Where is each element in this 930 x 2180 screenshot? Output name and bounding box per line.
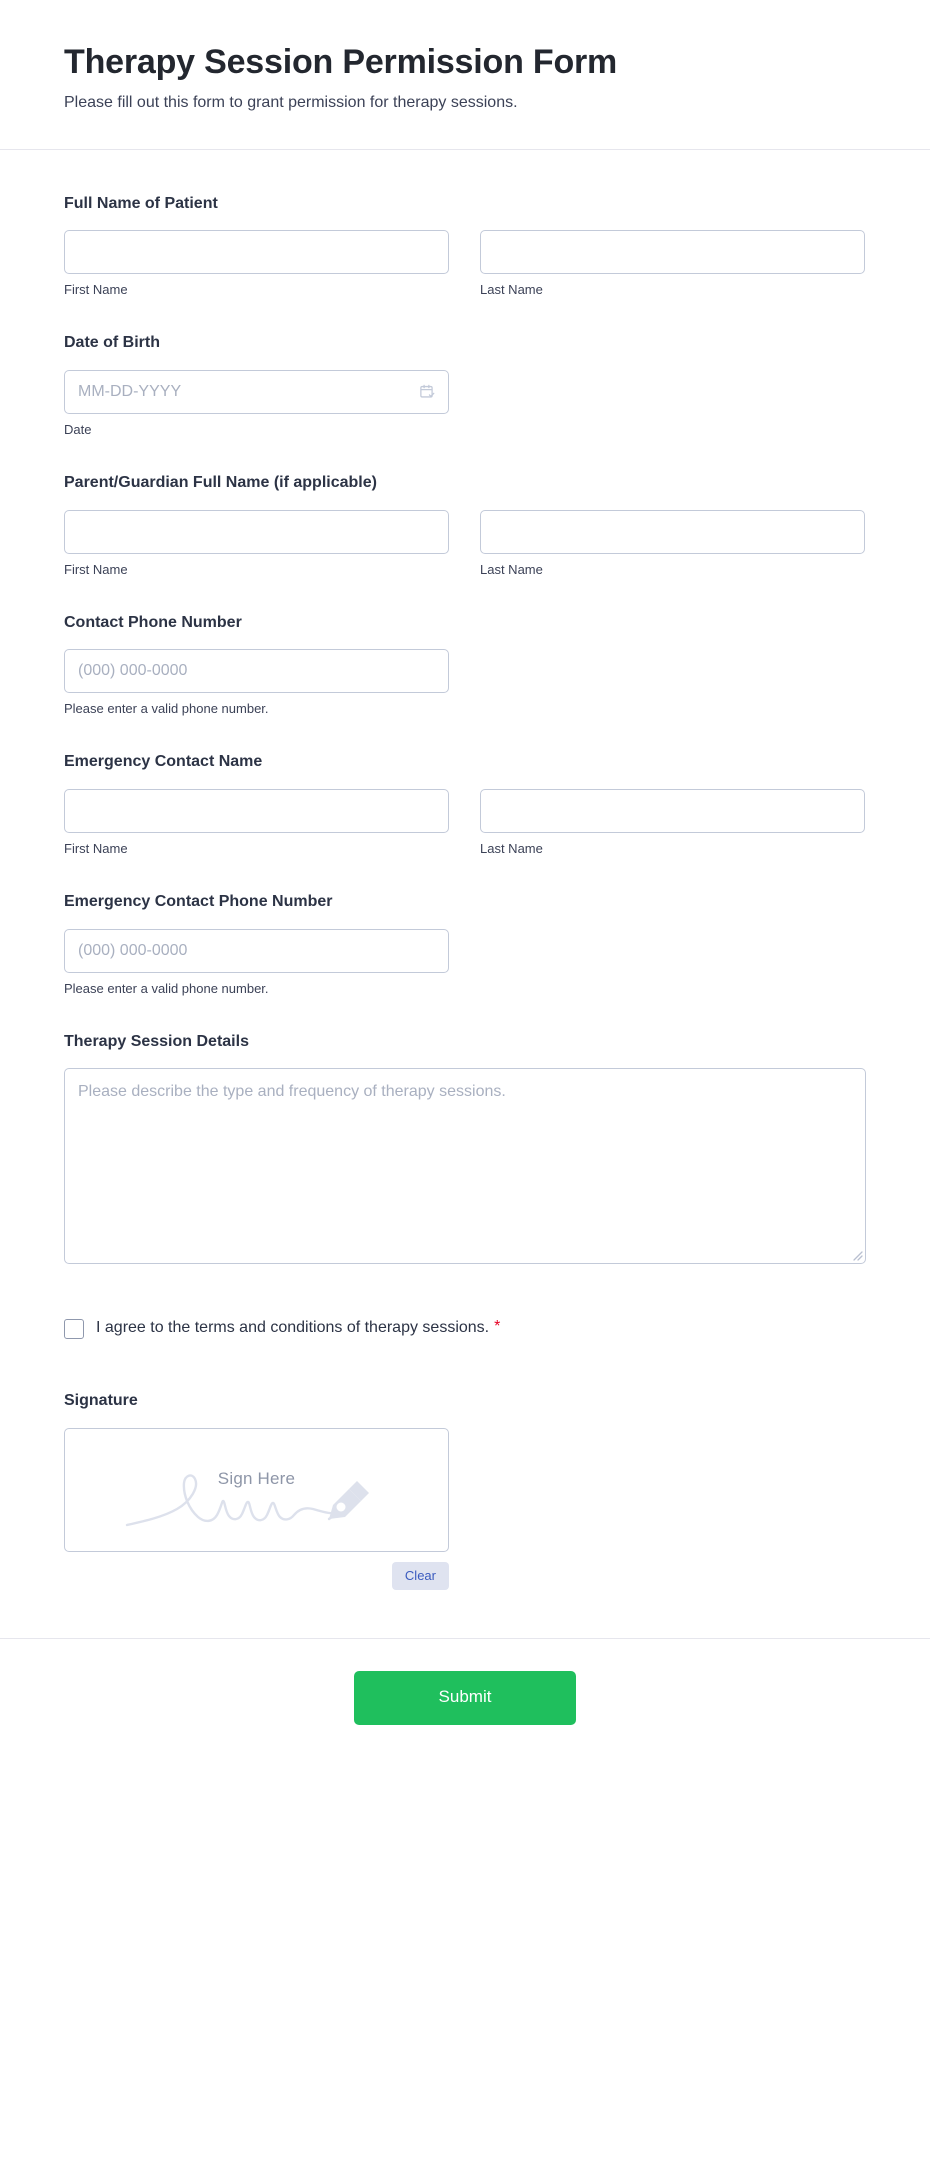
contact-phone-input[interactable] [64, 649, 449, 693]
field-patient-name [64, 178, 866, 318]
field-label-session-details: Therapy Session Details [64, 1032, 249, 1050]
page-subtitle: Please fill out this form to grant permission for therapy sessions. [64, 94, 518, 112]
form-header [0, 0, 930, 149]
field-emergency-contact-phone [64, 876, 866, 1016]
terms-checkbox[interactable] [64, 1319, 84, 1339]
date-of-birth-sublabel: Date [64, 421, 92, 437]
submit-button[interactable]: Submit [354, 1671, 576, 1725]
required-asterisk: * [494, 1318, 501, 1336]
emergency-last-name-input[interactable] [480, 789, 865, 833]
guardian-last-name-col [480, 510, 865, 579]
signature-hint: Sign Here [217, 1469, 296, 1489]
emergency-phone-wrap [64, 929, 449, 973]
field-label-date-of-birth: Date of Birth [64, 334, 160, 352]
emergency-contact-phone-input[interactable] [64, 929, 449, 973]
patient-last-name-input[interactable] [480, 230, 865, 274]
emergency-last-name-col [480, 789, 865, 858]
field-session-details [64, 1016, 866, 1283]
field-emergency-contact-name [64, 736, 866, 876]
field-label-guardian-name: Parent/Guardian Full Name (if applicable) [64, 473, 377, 491]
emergency-first-name-col [64, 789, 449, 858]
field-label-contact-phone: Contact Phone Number [64, 613, 242, 631]
guardian-last-name-input[interactable] [480, 510, 865, 554]
signature-clear-row [64, 1562, 449, 1590]
patient-last-name-sublabel: Last Name [480, 282, 543, 298]
patient-first-name-input[interactable] [64, 230, 449, 274]
session-details-wrap [64, 1068, 866, 1264]
guardian-name-row [64, 510, 866, 579]
field-label-emergency-contact-phone: Emergency Contact Phone Number [64, 892, 333, 910]
date-of-birth-input[interactable] [64, 370, 449, 414]
form-footer [0, 1639, 930, 1765]
terms-label-text: I agree to the terms and conditions of therapy sessions. [96, 1319, 490, 1337]
field-label-signature: Signature [64, 1392, 138, 1410]
field-terms-agreement [64, 1282, 866, 1367]
field-label-emergency-contact-name: Emergency Contact Name [64, 753, 263, 771]
field-date-of-birth [64, 317, 866, 457]
terms-row [64, 1318, 866, 1339]
patient-first-name-col [64, 230, 449, 299]
field-signature [64, 1367, 866, 1599]
calendar-icon[interactable] [419, 383, 436, 400]
field-contact-phone [64, 597, 866, 737]
form-body [0, 150, 930, 1600]
emergency-name-row [64, 789, 866, 858]
emergency-contact-phone-sublabel: Please enter a valid phone number. [64, 980, 269, 996]
contact-phone-sublabel: Please enter a valid phone number. [64, 701, 269, 717]
field-label-patient-name: Full Name of Patient [64, 194, 218, 212]
session-details-textarea[interactable] [64, 1068, 866, 1264]
date-of-birth-wrap [64, 370, 449, 414]
guardian-first-name-sublabel: First Name [64, 561, 128, 577]
patient-last-name-col [480, 230, 865, 299]
field-guardian-name [64, 457, 866, 597]
patient-first-name-sublabel: First Name [64, 282, 128, 298]
guardian-first-name-input[interactable] [64, 510, 449, 554]
guardian-last-name-sublabel: Last Name [480, 561, 543, 577]
emergency-first-name-sublabel: First Name [64, 841, 128, 857]
signature-scribble-icon [65, 1429, 448, 1551]
name-row [64, 230, 866, 299]
contact-phone-wrap [64, 649, 449, 693]
page-title: Therapy Session Permission Form [64, 43, 618, 81]
clear-signature-button[interactable]: Clear [392, 1562, 449, 1590]
emergency-first-name-input[interactable] [64, 789, 449, 833]
terms-label [96, 1318, 500, 1339]
signature-pad[interactable] [64, 1428, 449, 1552]
emergency-last-name-sublabel: Last Name [480, 841, 543, 857]
guardian-first-name-col [64, 510, 449, 579]
